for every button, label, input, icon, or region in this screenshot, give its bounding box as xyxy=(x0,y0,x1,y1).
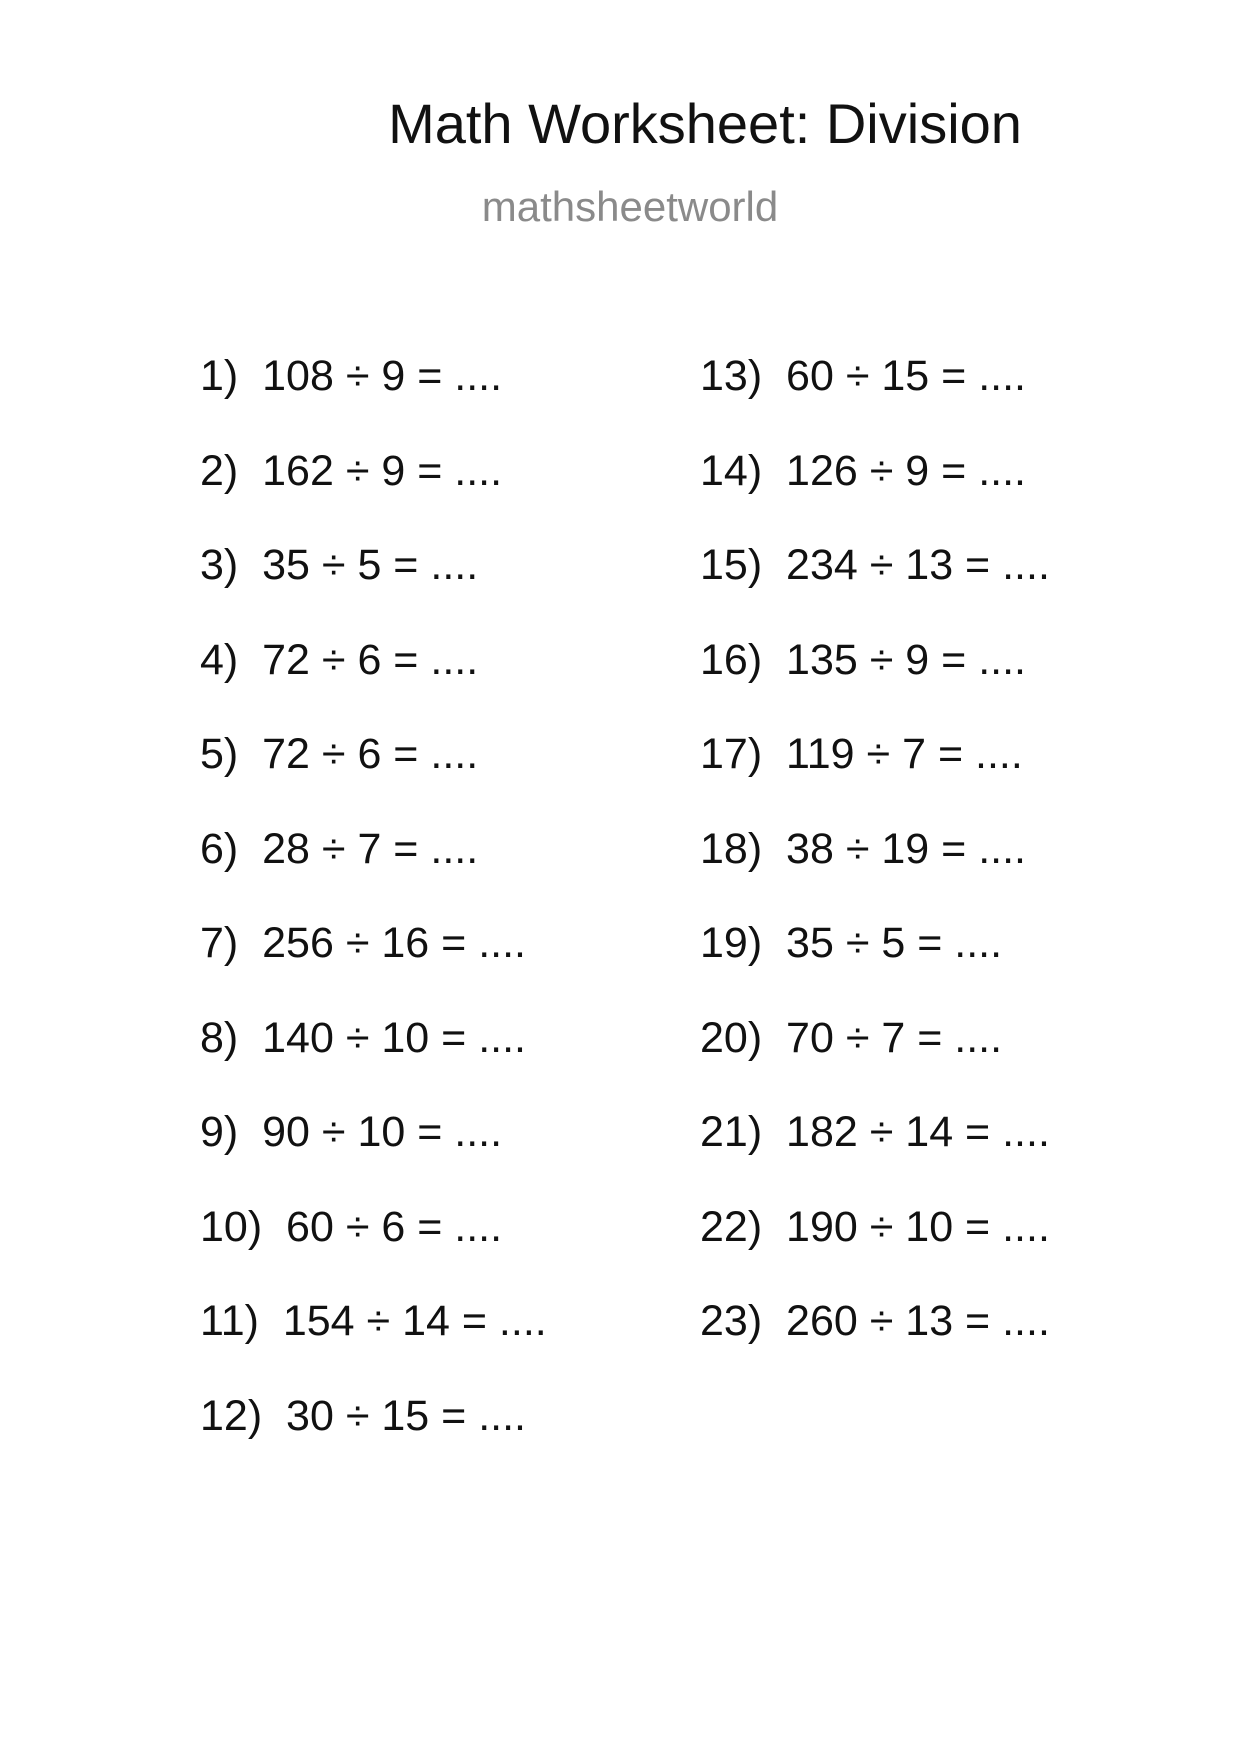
problem-21: 21) 182 ÷ 14 = .... xyxy=(700,1108,1050,1156)
problem-8: 8) 140 ÷ 10 = .... xyxy=(200,1014,526,1062)
problem-19: 19) 35 ÷ 5 = .... xyxy=(700,919,1003,967)
problem-10: 10) 60 ÷ 6 = .... xyxy=(200,1203,503,1251)
problem-11: 11) 154 ÷ 14 = .... xyxy=(200,1297,547,1345)
problem-20: 20) 70 ÷ 7 = .... xyxy=(700,1014,1003,1062)
problem-2: 2) 162 ÷ 9 = .... xyxy=(200,447,503,495)
problem-3: 3) 35 ÷ 5 = .... xyxy=(200,541,479,589)
problem-15: 15) 234 ÷ 13 = .... xyxy=(700,541,1050,589)
problem-14: 14) 126 ÷ 9 = .... xyxy=(700,447,1026,495)
problem-6: 6) 28 ÷ 7 = .... xyxy=(200,825,479,873)
problem-1: 1) 108 ÷ 9 = .... xyxy=(200,352,503,400)
problem-4: 4) 72 ÷ 6 = .... xyxy=(200,636,479,684)
problem-5: 5) 72 ÷ 6 = .... xyxy=(200,730,479,778)
problem-17: 17) 119 ÷ 7 = .... xyxy=(700,730,1023,778)
problem-22: 22) 190 ÷ 10 = .... xyxy=(700,1203,1050,1251)
problem-9: 9) 90 ÷ 10 = .... xyxy=(200,1108,503,1156)
problem-12: 12) 30 ÷ 15 = .... xyxy=(200,1392,526,1440)
problem-18: 18) 38 ÷ 19 = .... xyxy=(700,825,1026,873)
problem-23: 23) 260 ÷ 13 = .... xyxy=(700,1297,1050,1345)
problem-13: 13) 60 ÷ 15 = .... xyxy=(700,352,1026,400)
problem-7: 7) 256 ÷ 16 = .... xyxy=(200,919,526,967)
problem-16: 16) 135 ÷ 9 = .... xyxy=(700,636,1026,684)
worksheet-subtitle: mathsheetworld xyxy=(481,183,779,230)
worksheet-title: Math Worksheet: Division xyxy=(388,92,1022,155)
